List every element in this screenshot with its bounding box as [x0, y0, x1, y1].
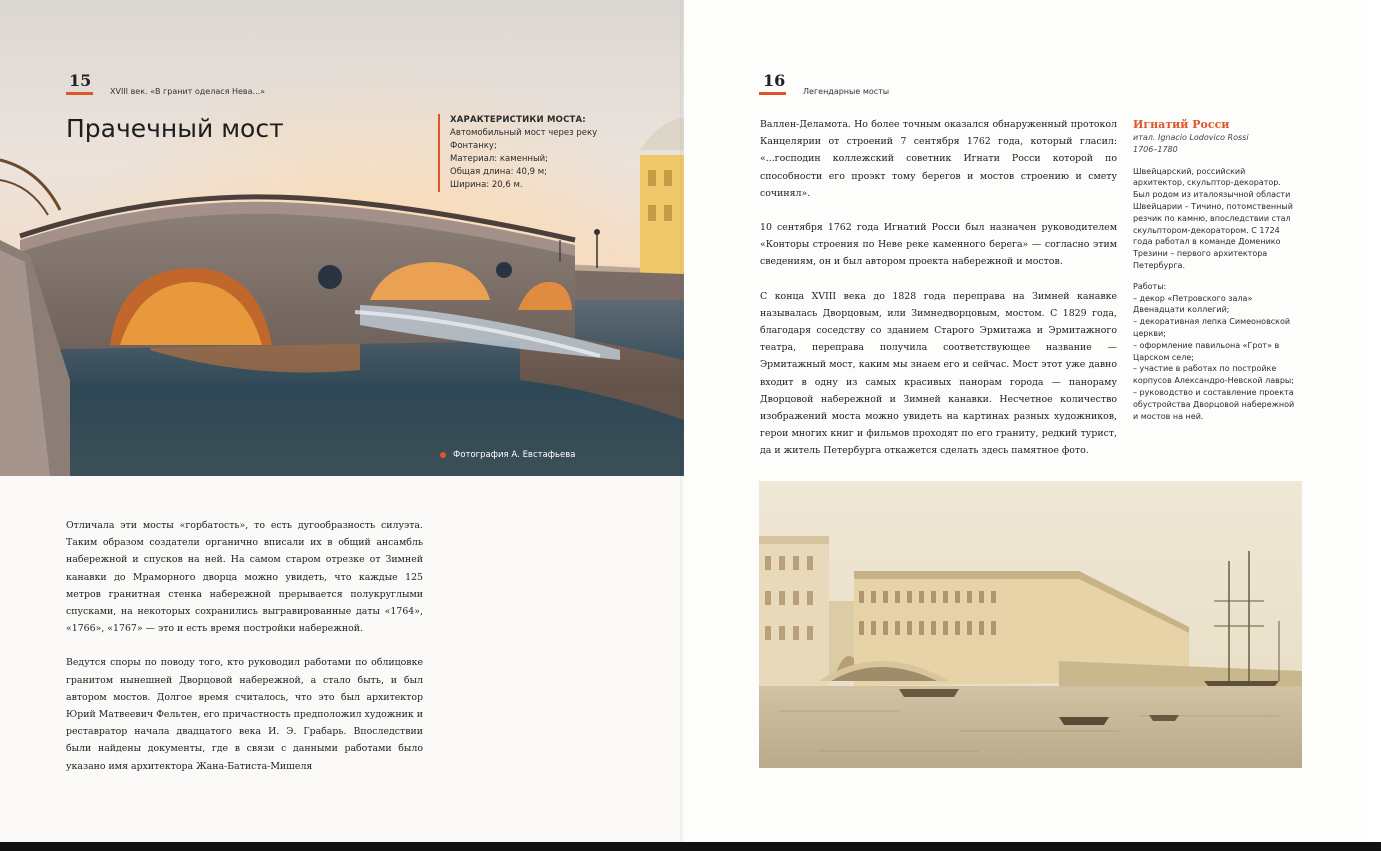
right-body-text	[760, 116, 1117, 460]
bio-name: Игнатий Росси	[1133, 118, 1230, 131]
paragraph: Валлен-Деламота. Но более точным оказался обнаруженный протокол Канцелярии от строений 7 сентября 1762 года, который гласил: «...господин коллежский советник Игнати Росси которой по способности его проэкт тому берегов и мостов строению и смету сочинял».	[760, 119, 1117, 199]
photo-credit-text: Фотография А. Евстафьева	[453, 450, 576, 460]
specs-line: Ширина: 20,6 м.	[450, 180, 523, 190]
rossi-biography	[1133, 118, 1295, 422]
page-number-right: 16	[763, 71, 786, 90]
left-body-text	[66, 517, 423, 775]
left-page	[0, 0, 684, 851]
running-head-right: Легендарные мосты	[803, 87, 890, 96]
page-title: Прачечный мост	[66, 114, 284, 143]
paragraph: 10 сентября 1762 года Игнатий Росси был назначен руководителем «Конторы строения по Неве реке каменного берега» — согласно этим сведениям, он и был автором проекта набережной и мостов.	[760, 222, 1117, 268]
bio-work-item: – руководство и составление проекта обустройства Дворцовой набережной и мостов на ней.	[1133, 387, 1295, 421]
paragraph: Ведутся споры по поводу того, кто руководил работами по облицовке гранитом нынешней Дворцовой набережной, а стало быть, и был автором мостов. Долгое время считалось, что это был архитектор Юрий Матвеевич Фельтен, его причастность предположил художник и реставратор начала двадцатого века И. Э. Грабарь. Впоследствии были найдены документы, где в связи с данными работами было указано имя архитектора Жана-Батиста-Мишеля	[66, 657, 423, 772]
embankment-engraving	[759, 481, 1302, 768]
specs-line: Общая длина: 40,9 м;	[450, 167, 548, 177]
page-number-left: 15	[69, 71, 92, 90]
bridge-photo	[0, 0, 684, 476]
bio-description: Швейцарский, российский архитектор, скульптор-декоратор. Был родом из италоязычной области Швейцарии – Тичино, потомственный резчик по камню, впоследствии стал скульптором-декоратором. С 1724 года работал в команде Доменико Трезини – первого архитектора Петербурга.	[1133, 166, 1293, 270]
bio-works-heading: Работы:	[1133, 281, 1167, 291]
credit-dot-icon	[440, 452, 446, 458]
bio-work-item: – декор «Петровского зала» Двенадцати коллегий;	[1133, 293, 1253, 315]
bottom-shadow	[0, 842, 1381, 851]
specs-line: Фонтанку;	[450, 141, 497, 151]
running-head-left: XVIII век. «В гранит оделася Нева...»	[110, 87, 266, 96]
bio-years: 1706–1780	[1133, 144, 1178, 154]
specs-line: Материал: каменный;	[450, 154, 549, 164]
page-edge	[1369, 0, 1381, 842]
page-number-bar-right	[759, 92, 786, 95]
bridge-specs	[438, 114, 630, 192]
bio-work-item: – декоративная лепка Симеоновской церкви;	[1133, 317, 1291, 338]
paragraph: Отличала эти мосты «горбатость», то есть дугообразность силуэта. Таким образом создатели органично вписали их в общий ансамбль набережной и спусков на ней. На самом старом отрезке от Зимней канавки до Мраморного дворца можно увидеть, что каждые 125 метров гранитная стенка набережной прерывается полукруглыми спусками, на некоторых сохранились выгравированные даты «1764», «1766», «1767» — это и есть время постройки набережной.	[66, 520, 423, 635]
bio-work-item: – участие в работах по постройке корпусов Александро-Невской лавры;	[1133, 364, 1294, 386]
specs-line: Автомобильный мост через реку	[450, 128, 598, 138]
page-number-bar-left	[66, 92, 93, 95]
paragraph: С конца XVIII века до 1828 года переправа на Зимней канавке называлась Дворцовым, или Зимнедворцовым, мостом. С 1829 года, благодаря соседству со зданием Старого Эрмитажа и Эрмитажного театра, переправа получила соответствующее название — Эрмитажный мост, каким мы знаем его и сейчас. Мост этот уже давно входит в одну из самых красивых панорам города — панораму Дворцовой набережной и Зимней канавки. Несчетное количество изображений моста можно увидеть на картинах разных художников, герои многих книг и фильмов проходят по его граниту, редкий турист, да и житель Петербурга откажется сделать здесь памятное фото.	[760, 290, 1117, 457]
bio-original-name: итал. Ignacio Lodovico Rossi	[1133, 133, 1249, 142]
photo-credit	[440, 450, 576, 460]
specs-heading: ХАРАКТЕРИСТИКИ МОСТА:	[450, 115, 586, 125]
bio-work-item: – оформление павильона «Грот» в Царском селе;	[1133, 340, 1280, 362]
